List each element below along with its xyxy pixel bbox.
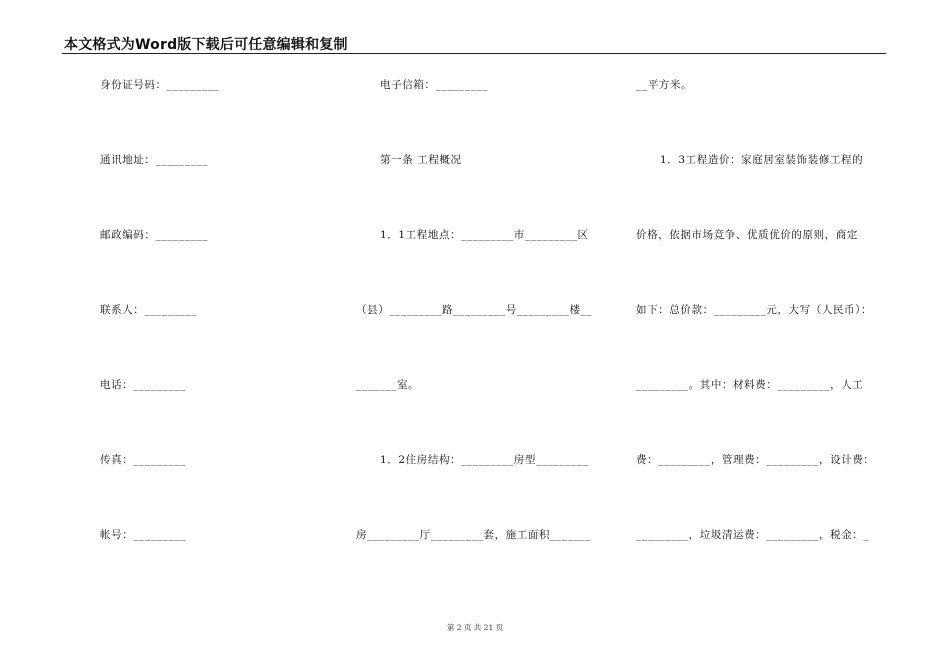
text-line-contact: 联系人：_________ — [100, 304, 198, 316]
section-heading-project-overview: 第一条 工程概况 — [380, 154, 462, 166]
text-line-id-number: 身份证号码：_________ — [100, 79, 220, 91]
text-line-material-cost: _________。其中：材料费：_________，人工 — [636, 379, 864, 391]
text-line-account: 帐号：_________ — [100, 529, 186, 541]
text-line-room: _______室。 — [356, 379, 420, 391]
page-number-footer: 第 2 页 共 21 页 — [446, 623, 504, 632]
text-line-project-location: 1．1工程地点：_________市_________区 — [380, 229, 589, 241]
text-column-right — [636, 0, 888, 600]
text-line-total-price: 如下：总价款：_________元，大写（人民币）： — [636, 304, 873, 316]
text-line-email: 电子信箱：_________ — [380, 79, 489, 91]
text-column-left — [100, 0, 340, 600]
text-line-garbage-tax: _________，垃圾清运费：_________，税金：_ — [636, 529, 870, 541]
text-line-management-fee: 费：_________，管理费：_________，设计费： — [636, 454, 875, 466]
document-header-title: 本文格式为Word版下载后可任意编辑和复制 — [64, 37, 348, 53]
text-line-address: 通讯地址：_________ — [100, 154, 209, 166]
text-line-project-cost: 1．3工程造价：家庭居室装饰装修工程的 — [660, 154, 864, 166]
text-line-housing-structure: 1．2住房结构：_________房型_________ — [380, 454, 589, 466]
text-line-location-detail: （县）_________路_________号_________楼__ — [356, 304, 593, 316]
text-line-rooms-area: 房_________厅_________套，施工面积_______ — [356, 529, 592, 541]
text-line-fax: 传真：_________ — [100, 454, 186, 466]
text-line-postal-code: 邮政编码：_________ — [100, 229, 209, 241]
text-line-square-meters: __平方米。 — [636, 79, 693, 91]
text-column-middle — [356, 0, 606, 600]
text-line-phone: 电话：_________ — [100, 379, 186, 391]
text-line-pricing-principle: 价格，依据市场竞争、优质优价的原则，商定 — [636, 229, 858, 241]
